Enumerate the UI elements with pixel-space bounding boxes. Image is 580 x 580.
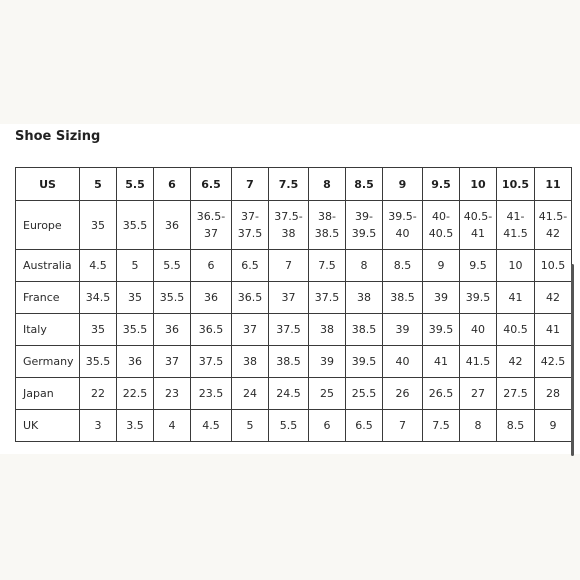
size-cell: 37.5 (309, 282, 346, 314)
size-cell: 38 (346, 282, 383, 314)
size-cell: 35 (80, 314, 117, 346)
size-cell: 24.5 (269, 378, 309, 410)
size-cell: 41.5-42 (535, 201, 572, 250)
size-cell: 42 (535, 282, 572, 314)
size-cell: 3.5 (117, 410, 154, 442)
size-cell: 38 (309, 314, 346, 346)
size-cell: 6 (191, 250, 232, 282)
size-cell: 36 (191, 282, 232, 314)
size-cell: 22.5 (117, 378, 154, 410)
header-cell: US (16, 168, 80, 201)
size-cell: 9.5 (460, 250, 497, 282)
size-cell: 4.5 (191, 410, 232, 442)
header-cell: 10.5 (497, 168, 535, 201)
header-cell: 9.5 (423, 168, 460, 201)
size-cell: 35.5 (154, 282, 191, 314)
header-cell: 8 (309, 168, 346, 201)
size-cell: 38.5 (269, 346, 309, 378)
size-cell: 41-41.5 (497, 201, 535, 250)
size-cell: 37 (269, 282, 309, 314)
table-row (16, 410, 572, 442)
size-cell: 37-37.5 (232, 201, 269, 250)
size-cell: 41.5 (460, 346, 497, 378)
size-cell: 38 (232, 346, 269, 378)
header-cell: 6.5 (191, 168, 232, 201)
size-cell: 39 (309, 346, 346, 378)
size-cell: 26.5 (423, 378, 460, 410)
size-cell: 40.5-41 (460, 201, 497, 250)
row-label: Italy (16, 314, 80, 346)
table-header-row (16, 168, 572, 201)
size-cell: 35 (80, 201, 117, 250)
table-row (16, 314, 572, 346)
size-chart-table (15, 167, 572, 442)
size-cell: 27.5 (497, 378, 535, 410)
header-cell: 8.5 (346, 168, 383, 201)
size-cell: 38.5 (383, 282, 423, 314)
size-cell: 35.5 (117, 314, 154, 346)
size-cell: 37.5-38 (269, 201, 309, 250)
size-cell: 41 (423, 346, 460, 378)
size-cell: 25 (309, 378, 346, 410)
size-cell: 39 (423, 282, 460, 314)
size-cell: 8 (460, 410, 497, 442)
size-cell: 5 (232, 410, 269, 442)
header-cell: 10 (460, 168, 497, 201)
size-cell: 40.5 (497, 314, 535, 346)
table-row (16, 346, 572, 378)
size-cell: 7.5 (423, 410, 460, 442)
size-cell: 36.5 (191, 314, 232, 346)
row-label: UK (16, 410, 80, 442)
size-cell: 41 (497, 282, 535, 314)
size-cell: 35 (117, 282, 154, 314)
size-cell: 39.5 (460, 282, 497, 314)
row-label: Australia (16, 250, 80, 282)
header-cell: 11 (535, 168, 572, 201)
size-cell: 42.5 (535, 346, 572, 378)
size-cell: 7 (269, 250, 309, 282)
size-cell: 24 (232, 378, 269, 410)
table-row (16, 282, 572, 314)
size-cell: 36.5-37 (191, 201, 232, 250)
size-cell: 36.5 (232, 282, 269, 314)
size-cell: 22 (80, 378, 117, 410)
size-cell: 6 (309, 410, 346, 442)
row-label: Germany (16, 346, 80, 378)
header-cell: 9 (383, 168, 423, 201)
size-cell: 40 (460, 314, 497, 346)
size-cell: 5.5 (269, 410, 309, 442)
vertical-scrollbar[interactable] (571, 264, 574, 456)
size-cell: 37 (232, 314, 269, 346)
table-row (16, 378, 572, 410)
size-cell: 9 (423, 250, 460, 282)
size-cell: 4.5 (80, 250, 117, 282)
header-cell: 5.5 (117, 168, 154, 201)
size-cell: 35.5 (80, 346, 117, 378)
size-cell: 39 (383, 314, 423, 346)
size-cell: 6.5 (232, 250, 269, 282)
row-label: France (16, 282, 80, 314)
size-cell: 8.5 (497, 410, 535, 442)
size-cell: 6.5 (346, 410, 383, 442)
size-cell: 5.5 (154, 250, 191, 282)
size-cell: 28 (535, 378, 572, 410)
table-row (16, 250, 572, 282)
size-cell: 34.5 (80, 282, 117, 314)
size-cell: 9 (535, 410, 572, 442)
size-cell: 25.5 (346, 378, 383, 410)
size-cell: 40 (383, 346, 423, 378)
row-label: Europe (16, 201, 80, 250)
size-cell: 39.5-40 (383, 201, 423, 250)
size-cell: 3 (80, 410, 117, 442)
size-cell: 8 (346, 250, 383, 282)
size-cell: 7.5 (309, 250, 346, 282)
table-row (16, 201, 572, 250)
size-cell: 36 (117, 346, 154, 378)
size-cell: 37.5 (269, 314, 309, 346)
size-cell: 8.5 (383, 250, 423, 282)
size-cell: 27 (460, 378, 497, 410)
size-cell: 39-39.5 (346, 201, 383, 250)
size-cell: 42 (497, 346, 535, 378)
size-cell: 39.5 (423, 314, 460, 346)
size-cell: 36 (154, 314, 191, 346)
header-cell: 5 (80, 168, 117, 201)
size-cell: 38-38.5 (309, 201, 346, 250)
size-cell: 38.5 (346, 314, 383, 346)
header-cell: 7.5 (269, 168, 309, 201)
size-cell: 36 (154, 201, 191, 250)
size-cell: 41 (535, 314, 572, 346)
size-cell: 10 (497, 250, 535, 282)
size-cell: 23 (154, 378, 191, 410)
size-cell: 7 (383, 410, 423, 442)
size-cell: 37 (154, 346, 191, 378)
size-cell: 4 (154, 410, 191, 442)
header-cell: 7 (232, 168, 269, 201)
size-cell: 23.5 (191, 378, 232, 410)
size-cell: 10.5 (535, 250, 572, 282)
page-title: Shoe Sizing (15, 129, 101, 144)
size-cell: 39.5 (346, 346, 383, 378)
size-cell: 35.5 (117, 201, 154, 250)
row-label: Japan (16, 378, 80, 410)
size-cell: 37.5 (191, 346, 232, 378)
header-cell: 6 (154, 168, 191, 201)
size-cell: 26 (383, 378, 423, 410)
size-cell: 40-40.5 (423, 201, 460, 250)
size-cell: 5 (117, 250, 154, 282)
